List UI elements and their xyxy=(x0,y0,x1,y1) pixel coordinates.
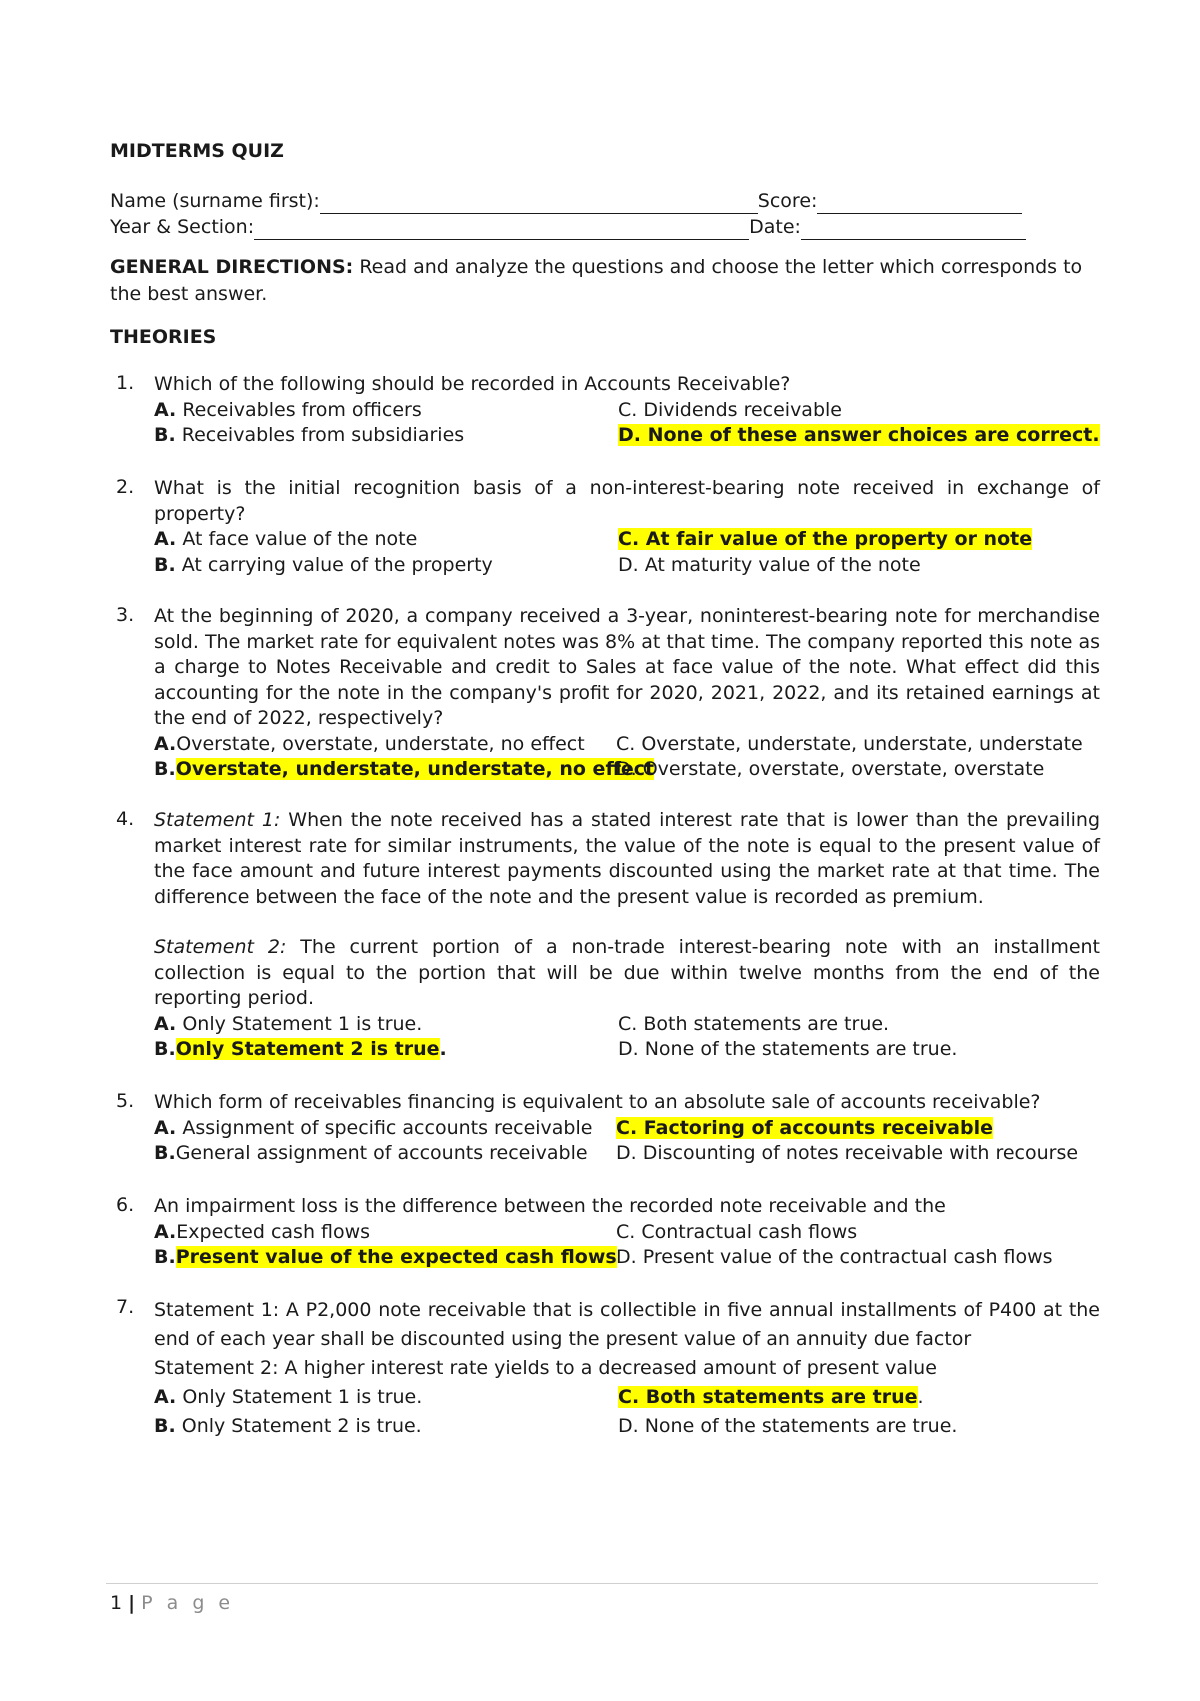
highlighted-answer: Present value of the expected cash flows xyxy=(175,1246,617,1268)
choice-d-correct[interactable] xyxy=(618,423,1100,449)
choice-period: . xyxy=(439,1038,447,1060)
choices xyxy=(154,527,1100,578)
choice-b-correct[interactable] xyxy=(154,1037,618,1063)
choice-letter: B. xyxy=(154,1038,176,1060)
question-stem: What is the initial recognition basis of a non-interest-bearing note received in exchange of property? xyxy=(154,477,1100,525)
choice-d[interactable] xyxy=(616,757,1044,783)
choice-text: D. Overstate, overstate, overstate, overstate xyxy=(616,758,1045,780)
highlighted-answer: D. None of these answer choices are correct. xyxy=(618,424,1100,446)
choices xyxy=(154,398,1100,449)
question-6 xyxy=(110,1194,1100,1271)
question-5 xyxy=(110,1090,1100,1167)
choice-d[interactable] xyxy=(618,1412,957,1441)
question-stem: At the beginning of 2020, a company received a 3-year, noninterest-bearing note for merchandise sold. The market rate for equivalent notes was 8% at that time. The company reported this note as a charge to Notes Receivable and credit to Sales at face value of the note. What effect did this accounting for the note in the company's profit for 2020, 2021, 2022, and its retained earnings at the end of 2022, respectively? xyxy=(154,605,1100,729)
question-number: 4. xyxy=(116,808,135,830)
choice-letter: B. xyxy=(154,424,176,446)
choice-letter: A. xyxy=(154,1012,177,1035)
question-number: 5. xyxy=(116,1090,135,1112)
choice-b[interactable] xyxy=(154,1141,616,1167)
page-number: 1 xyxy=(110,1592,123,1614)
choice-text: D. Discounting of notes receivable with recourse xyxy=(616,1142,1079,1164)
date-label: Date: xyxy=(749,216,801,238)
choice-letter: B. xyxy=(154,1415,176,1437)
choice-b[interactable] xyxy=(154,1412,618,1441)
choice-d[interactable] xyxy=(616,1141,1078,1167)
choices xyxy=(154,732,1100,783)
choice-letter: A. xyxy=(154,398,177,421)
question-stem: Which form of receivables financing is equivalent to an absolute sale of accounts receivable? xyxy=(154,1091,1041,1113)
question-number: 6. xyxy=(116,1194,135,1216)
page-footer xyxy=(110,1592,234,1614)
statement-2: Statement 2: A higher interest rate yields to a decreased amount of present value xyxy=(154,1357,937,1379)
year-section-label: Year & Section: xyxy=(110,216,255,238)
choice-text: Expected cash flows xyxy=(176,1220,371,1243)
highlighted-answer: Only Statement 2 is true xyxy=(175,1038,440,1060)
directions-text: Read and analyze the questions and choose the letter which corresponds to the best answer. xyxy=(110,256,1083,305)
choice-letter: B. xyxy=(154,758,176,780)
choices xyxy=(154,1116,1100,1167)
question-number: 2. xyxy=(116,476,135,498)
choice-text: General assignment of accounts receivable xyxy=(175,1142,588,1164)
choice-letter: B. xyxy=(154,1142,176,1164)
choice-text: D. None of the statements are true. xyxy=(618,1415,958,1437)
year-date-row xyxy=(110,214,1026,240)
choice-text: Receivables from officers xyxy=(182,398,422,421)
choice-text: Receivables from subsidiaries xyxy=(181,424,465,446)
choice-text: C. Both statements are true. xyxy=(618,1012,890,1035)
question-number: 1. xyxy=(116,372,135,394)
choice-period: . xyxy=(917,1386,924,1408)
choice-letter: A. xyxy=(154,1116,177,1139)
choice-letter: B. xyxy=(154,1246,176,1268)
footer-divider xyxy=(106,1583,1098,1584)
page-separator: | xyxy=(128,1592,136,1614)
statement-label: Statement 1: xyxy=(154,809,281,831)
choice-d[interactable] xyxy=(616,1245,1053,1271)
choice-a[interactable] xyxy=(154,1012,618,1038)
choice-a[interactable] xyxy=(154,1116,616,1142)
statement-1 xyxy=(154,808,1100,910)
choice-d[interactable] xyxy=(618,553,921,579)
choice-a[interactable] xyxy=(154,527,618,553)
choice-text: D. Present value of the contractual cash flows xyxy=(616,1246,1053,1268)
choice-text: Only Statement 1 is true. xyxy=(182,1012,423,1035)
statement-label: Statement 2: xyxy=(154,936,287,958)
choice-letter: A. xyxy=(154,1220,177,1243)
choice-text: At face value of the note xyxy=(182,528,418,550)
name-blank[interactable] xyxy=(320,191,758,214)
choice-c[interactable] xyxy=(616,1220,857,1246)
choice-c[interactable] xyxy=(616,732,1083,758)
choices xyxy=(154,1383,1100,1441)
question-stem: Which of the following should be recorded in Accounts Receivable? xyxy=(154,373,791,395)
question-7 xyxy=(110,1296,1100,1441)
highlighted-answer: C. Factoring of accounts receivable xyxy=(616,1116,994,1139)
choice-b[interactable] xyxy=(154,423,618,449)
name-label: Name (surname first): xyxy=(110,190,320,212)
page-title: MIDTERMS QUIZ xyxy=(110,140,284,162)
choice-letter: B. xyxy=(154,553,176,576)
choice-text: Only Statement 2 is true. xyxy=(181,1415,422,1437)
choice-b-correct[interactable] xyxy=(154,1245,616,1271)
choice-text: At carrying value of the property xyxy=(181,553,493,576)
statement-1: Statement 1: A P2,000 note receivable that is collectible in five annual installments of P400 at the end of each year shall be discounted using the present value of an annuity due factor xyxy=(154,1299,1100,1350)
choices xyxy=(154,1220,1100,1271)
choice-c[interactable] xyxy=(618,398,842,424)
statement-text: When the note received has a stated interest rate that is lower than the prevailing market interest rate for similar instruments, the value of the note is equal to the present value of the face amount and future interest payments discounted using the market rate at that time. The difference between the face of the note and the present value is recorded as premium. xyxy=(154,809,1100,908)
choice-text: D. At maturity value of the note xyxy=(618,553,921,576)
choice-text: C. Overstate, understate, understate, understate xyxy=(616,732,1083,755)
choice-letter: A. xyxy=(154,1386,177,1408)
name-score-row xyxy=(110,188,1022,214)
statement-2 xyxy=(154,935,1100,1012)
highlighted-answer: C. At fair value of the property or note xyxy=(618,528,1033,550)
choice-c-correct[interactable] xyxy=(618,1383,924,1412)
choice-text: D. None of the statements are true. xyxy=(618,1038,958,1060)
choice-letter: A. xyxy=(154,528,177,550)
question-number: 3. xyxy=(116,604,135,626)
year-section-blank[interactable] xyxy=(254,217,749,240)
choice-a[interactable] xyxy=(154,732,616,758)
statement-text: The current portion of a non-trade interest-bearing note with an installment collection is equal to the portion that will be due within twelve months from the end of the reporting period. xyxy=(154,936,1101,1009)
choice-c-correct[interactable] xyxy=(616,1116,993,1142)
question-stem: An impairment loss is the difference between the recorded note receivable and the xyxy=(154,1195,946,1217)
question-1 xyxy=(110,372,1100,449)
choice-b[interactable] xyxy=(154,553,618,579)
date-blank[interactable] xyxy=(801,217,1026,240)
choice-text: Assignment of specific accounts receivable xyxy=(182,1116,593,1139)
choice-text: C. Contractual cash flows xyxy=(616,1220,858,1243)
choice-text: C. Dividends receivable xyxy=(618,398,842,421)
question-3 xyxy=(110,604,1100,783)
section-title: THEORIES xyxy=(110,326,217,348)
choice-a[interactable] xyxy=(154,1383,618,1412)
score-label: Score: xyxy=(757,190,818,212)
highlighted-answer: Overstate, understate, understate, no effect xyxy=(175,758,655,780)
score-blank[interactable] xyxy=(817,191,1022,214)
choice-text: Only Statement 1 is true. xyxy=(182,1386,423,1408)
directions-label: GENERAL DIRECTIONS: xyxy=(110,256,354,278)
choice-a[interactable] xyxy=(154,1220,616,1246)
choice-text: Overstate, overstate, understate, no effect xyxy=(176,732,585,755)
question-4 xyxy=(110,808,1100,1063)
page-label: P a g e xyxy=(141,1592,235,1614)
choice-c-correct[interactable] xyxy=(618,527,1032,553)
choice-letter: A. xyxy=(154,732,177,755)
choice-b-correct[interactable] xyxy=(154,757,655,783)
question-2 xyxy=(110,476,1100,578)
choices xyxy=(154,1012,1100,1063)
choice-a[interactable] xyxy=(154,398,618,424)
highlighted-answer: C. Both statements are true xyxy=(618,1386,918,1408)
choice-c[interactable] xyxy=(618,1012,889,1038)
question-number: 7. xyxy=(116,1296,135,1318)
choice-d[interactable] xyxy=(618,1037,957,1063)
general-directions xyxy=(110,254,1100,308)
